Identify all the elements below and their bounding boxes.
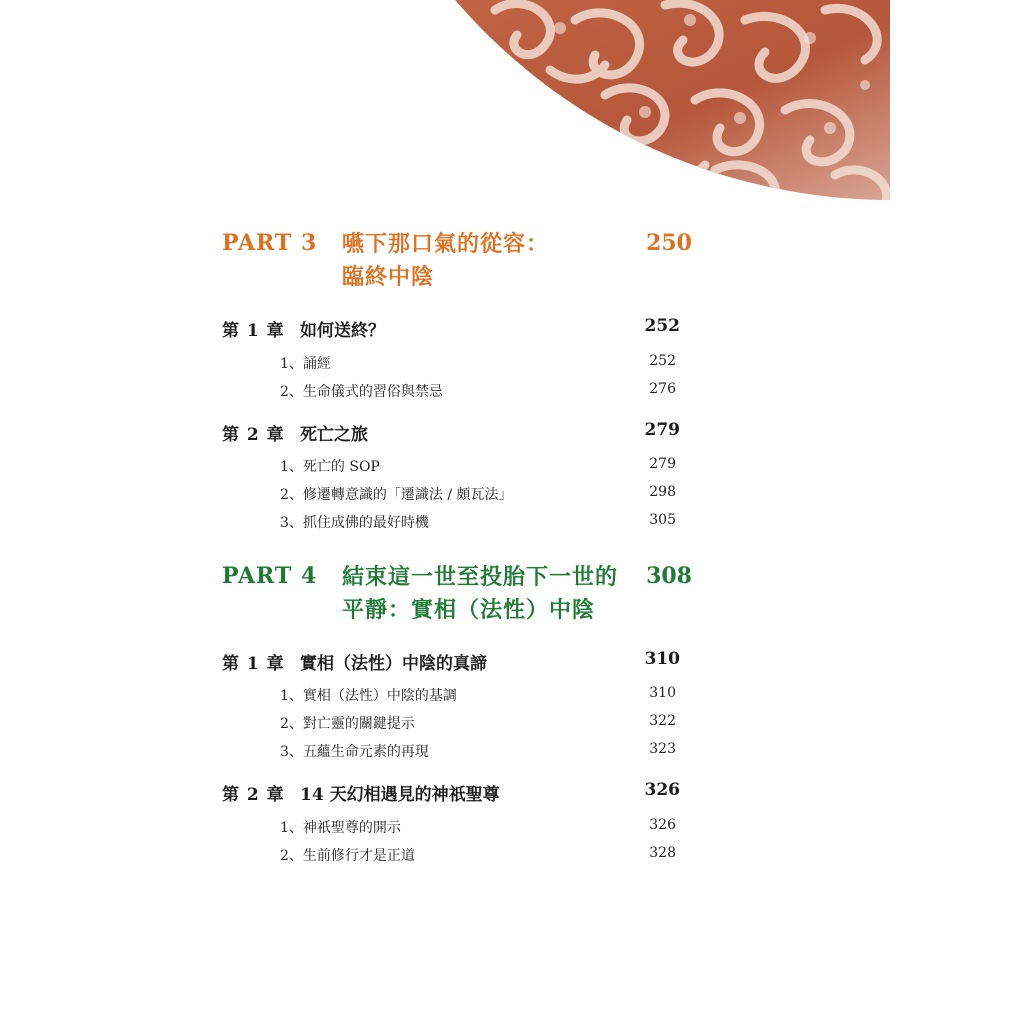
toc-section[interactable] (280, 741, 676, 761)
part-4-page-number: 308 (646, 563, 692, 589)
part-4-title-line-2: 平靜：實相（法性）中陰 (342, 597, 596, 623)
chapter-page-number: 279 (644, 420, 680, 440)
chapter-title: 如何送終？ (300, 321, 385, 341)
chapter-page-number: 310 (644, 649, 680, 669)
toc-section[interactable] (280, 381, 676, 401)
chapter-title: 14 天幻相遇見的神祇聖尊 (300, 785, 500, 805)
section-page-number: 298 (649, 484, 676, 500)
section-title: 2、生前修行才是正道 (280, 848, 415, 864)
toc-chapter[interactable] (222, 420, 680, 446)
toc-section[interactable] (280, 713, 676, 733)
section-title: 1、誦經 (280, 356, 331, 372)
chapter-page-number: 326 (644, 780, 680, 800)
toc-section[interactable] (280, 456, 676, 476)
section-page-number: 328 (649, 845, 676, 861)
section-title: 1、神祇聖尊的開示 (280, 820, 401, 836)
toc-section[interactable] (280, 845, 676, 865)
section-title: 3、抓住成佛的最好時機 (280, 515, 429, 531)
section-page-number: 252 (649, 353, 676, 369)
section-title: 2、對亡靈的關鍵提示 (280, 716, 415, 732)
toc-section[interactable] (280, 353, 676, 373)
part-3-title-line-1: 嚥下那口氣的從容： (342, 231, 550, 257)
part-4-label: PART 4 (222, 563, 318, 589)
toc-section[interactable] (280, 817, 676, 837)
part-3-heading[interactable] (222, 230, 692, 290)
section-page-number: 279 (649, 456, 676, 472)
toc-section[interactable] (280, 512, 676, 532)
toc-section[interactable] (280, 685, 676, 705)
part-3-title (342, 228, 652, 294)
section-page-number: 326 (649, 817, 676, 833)
chapter-title: 實相（法性）中陰的真諦 (300, 654, 487, 674)
chapter-label: 第 2 章 (222, 425, 285, 445)
part-4-title (342, 561, 652, 627)
part-4-title-line-1: 結束這一世至投胎下一世的 (342, 564, 619, 590)
chapter-label: 第 2 章 (222, 785, 285, 805)
toc-section[interactable] (280, 484, 676, 504)
part-3-title-line-2: 臨終中陰 (342, 264, 435, 290)
section-page-number: 323 (649, 741, 676, 757)
chapter-label: 第 1 章 (222, 654, 285, 674)
section-title: 2、生命儀式的習俗與禁忌 (280, 384, 443, 400)
section-title: 3、五蘊生命元素的再現 (280, 744, 429, 760)
section-title: 2、修遷轉意識的「遷識法 / 頗瓦法」 (280, 487, 513, 503)
section-page-number: 322 (649, 713, 676, 729)
toc-chapter[interactable] (222, 649, 680, 675)
section-title: 1、實相（法性）中陰的基調 (280, 688, 457, 704)
section-page-number: 310 (649, 685, 676, 701)
toc-chapter[interactable] (222, 780, 680, 806)
part-3-label: PART 3 (222, 230, 318, 256)
part-4-heading[interactable] (222, 563, 692, 623)
toc-chapter[interactable] (222, 316, 680, 342)
chapter-page-number: 252 (644, 316, 680, 336)
section-page-number: 305 (649, 512, 676, 528)
part-3-page-number: 250 (646, 230, 692, 256)
section-title: 1、死亡的 SOP (280, 459, 380, 475)
decorative-ornament-corner (455, 0, 890, 205)
chapter-title: 死亡之旅 (300, 425, 368, 445)
chapter-label: 第 1 章 (222, 321, 285, 341)
section-page-number: 276 (649, 381, 676, 397)
